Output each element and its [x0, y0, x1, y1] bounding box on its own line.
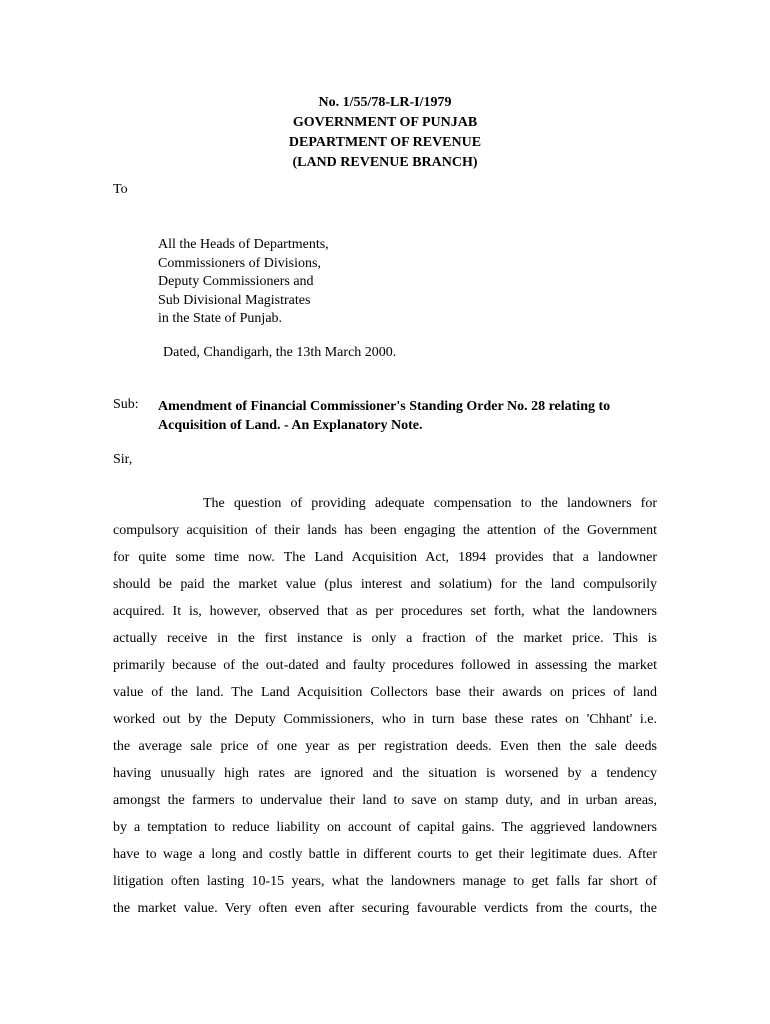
body-line: litigation often lasting 10-15 years, what the landowners manage to get falls far short of [113, 874, 657, 889]
body-line: acquired. It is, however, observed that as per procedures set forth, what the landowners [113, 604, 657, 619]
addressee-line: Sub Divisional Magistrates [158, 292, 311, 308]
body-line: compulsory acquisition of their lands has been engaging the attention of the Government [113, 523, 657, 538]
addressee-line: All the Heads of Departments, [158, 237, 329, 252]
body-line: having unusually high rates are ignored and the situation is worsened by a tendency [113, 766, 657, 781]
body-line: for quite some time now. The Land Acquisition Act, 1894 provides that a landowner [113, 550, 657, 565]
salutation: Sir, [113, 452, 133, 467]
department-name: DEPARTMENT OF REVENUE [288, 135, 482, 150]
subject-label: Sub: [113, 397, 139, 412]
body-line: have to wage a long and costly battle in different courts to get their legitimate dues. After [113, 847, 657, 862]
government-name: GOVERNMENT OF PUNJAB [292, 115, 478, 130]
letter-heading [0, 93, 770, 173]
subject-line: Acquisition of Land. - An Explanatory Note. [158, 418, 423, 433]
date-line: Dated, Chandigarh, the 13th March 2000. [163, 345, 397, 360]
addressee-line: Deputy Commissioners and [158, 274, 314, 289]
body-line: the average sale price of one year as per registration deeds. Even then the sale deeds [113, 739, 657, 754]
body-line: by a temptation to reduce liability on account of capital gains. The aggrieved landowners [113, 820, 657, 835]
addressee-block [158, 236, 329, 329]
body-line: the market value. Very often even after securing favourable verdicts from the courts, the [113, 901, 657, 916]
subject-text [158, 397, 658, 435]
body-paragraph [113, 494, 657, 926]
letter-number: No. 1/55/78-LR-I/1979 [318, 95, 452, 110]
to-label: To [113, 182, 128, 197]
addressee-line: Commissioners of Divisions, [158, 255, 321, 271]
branch-name: (LAND REVENUE BRANCH) [292, 155, 478, 170]
addressee-line: in the State of Punjab. [158, 311, 283, 326]
body-line: worked out by the Deputy Commissioners, who in turn base these rates on 'Chhant' i.e. [113, 712, 657, 727]
body-line: primarily because of the out-dated and faulty procedures followed in assessing the market [113, 658, 657, 673]
body-line: The question of providing adequate compensation to the landowners for [203, 496, 657, 511]
body-line: should be paid the market value (plus interest and solatium) for the land compulsorily [113, 577, 657, 592]
body-line: amongst the farmers to undervalue their land to save on stamp duty, and in urban areas, [113, 793, 657, 808]
body-line: value of the land. The Land Acquisition Collectors base their awards on prices of land [113, 685, 657, 700]
subject-line: Amendment of Financial Commissioner's Standing Order No. 28 relating to [158, 399, 611, 414]
body-line: actually receive in the first instance is only a fraction of the market price. This is [113, 631, 657, 646]
